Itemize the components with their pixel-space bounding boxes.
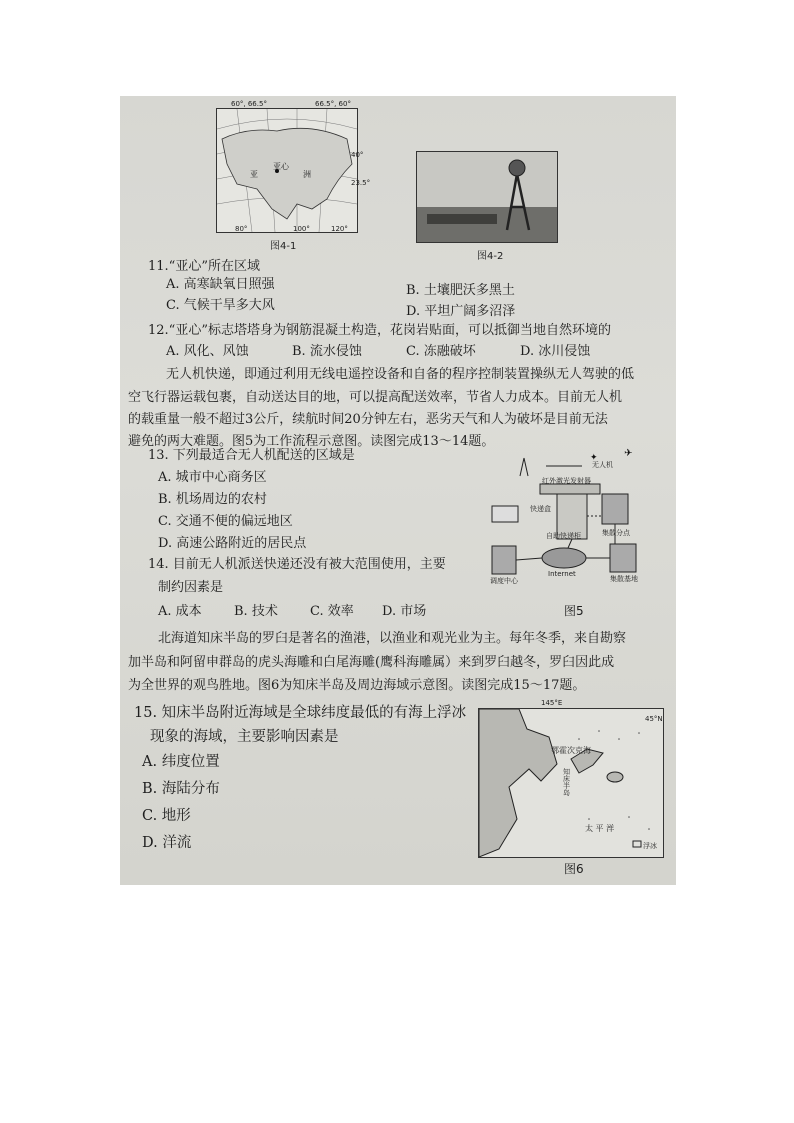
drone-intro-line-1: 无人机快递，即通过利用无线电遥控设备和自备的程序控制装置操纵无人驾驶的低: [166, 367, 635, 382]
fig6-label-peninsula: 知床半岛: [563, 768, 570, 797]
fig6-label-legend: 浮冰: [643, 842, 657, 850]
fig4-1-label-tl: 60°, 66.5°: [231, 100, 267, 108]
q14-option-a[interactable]: A. 成本: [158, 604, 202, 619]
q15-option-c[interactable]: C. 地形: [142, 808, 191, 824]
fig4-1-label-zhou: 洲: [303, 170, 311, 179]
fig4-1-caption: 图4-1: [270, 241, 297, 252]
fig6-label-pacific: 太 平 洋: [585, 824, 615, 833]
q11-option-c[interactable]: C. 气候干旱多大风: [166, 298, 275, 313]
shiretoko-intro-line-2: 加半岛和阿留申群岛的虎头海雕和白尾海雕(鹰科海雕属）来到罗臼越冬，罗臼因此成: [128, 655, 615, 670]
fig6-map: [478, 699, 664, 858]
fig5-label-point: 集散分点: [602, 529, 630, 537]
q12-option-a[interactable]: A. 风化、风蚀: [166, 344, 249, 359]
q11-option-d[interactable]: D. 平坦广阔多沼泽: [406, 304, 516, 319]
q14-option-c[interactable]: C. 效率: [310, 604, 354, 619]
q15-option-d[interactable]: D. 洋流: [142, 835, 192, 851]
fig5-label-base: 集散基地: [610, 575, 638, 583]
fig4-2-photo: [416, 151, 558, 243]
fig5-label-box: 快递盒: [530, 505, 551, 513]
q13-option-c[interactable]: C. 交通不便的偏远地区: [158, 514, 293, 529]
fig4-1-label-yaxin: 亚心: [273, 162, 289, 171]
q12-stem: 12.“亚心”标志塔塔身为钢筋混凝土构造，花岗岩贴面，可以抵御当地自然环境的: [148, 323, 611, 338]
drone-intro-line-2: 空飞行器运载包裹，自动送达目的地，可以提高配送效率，节省人力成本。目前无人机: [128, 390, 623, 405]
q12-option-c[interactable]: C. 冻融破坏: [406, 344, 476, 359]
fig6-label-lat: 45°N: [645, 715, 663, 723]
q11-stem: 11.“亚心”所在区域: [148, 259, 260, 274]
svg-text:✦: ✦: [590, 453, 598, 463]
q15-stem-line-1: 15. 知床半岛附近海域是全球纬度最低的有海上浮冰: [134, 705, 467, 721]
drone-intro-line-3: 的载重量一般不超过3公斤，续航时间20分钟左右，恶劣天气和人为破坏是目前无法: [128, 412, 608, 427]
q14-option-b[interactable]: B. 技术: [234, 604, 278, 619]
fig4-1-label-ya: 亚: [250, 170, 258, 179]
fig6-shiretoko-graphic: [479, 709, 663, 857]
fig4-1-label-lat235: 23.5°: [351, 179, 371, 187]
fig5-label-laser: 红外激光发射器: [542, 477, 591, 485]
fig4-1-label-lat40: 40°: [351, 151, 364, 159]
fig5-caption: 图5: [564, 604, 584, 618]
q15-stem-line-2: 现象的海域，主要影响因素是: [150, 729, 339, 745]
shiretoko-intro-line-3: 为全世界的观鸟胜地。图6为知床半岛及周边海域示意图。读图完成15～17题。: [128, 678, 586, 693]
q13-option-a[interactable]: A. 城市中心商务区: [158, 470, 267, 485]
fig5-label-drone: 无人机: [592, 461, 613, 469]
q13-option-d[interactable]: D. 高速公路附近的居民点: [158, 536, 307, 551]
fig5-label-center: 调度中心: [490, 577, 518, 585]
yaxin-tower-graphic: [417, 152, 557, 242]
fig4-1-label-lon80: 80°: [235, 225, 248, 233]
q12-option-d[interactable]: D. 冰川侵蚀: [520, 344, 591, 359]
q14-option-d[interactable]: D. 市场: [382, 604, 427, 619]
q11-option-a[interactable]: A. 高寒缺氧日照强: [166, 277, 275, 292]
exam-page-photo: [120, 96, 676, 885]
fig6-caption: 图6: [564, 862, 584, 876]
fig5-label-cabinet: 自助快递柜: [546, 532, 581, 540]
fig4-1-map: [216, 100, 371, 233]
fig4-2-caption: 图4-2: [477, 251, 504, 262]
fig5-diagram: [482, 446, 660, 596]
fig6-label-lon: 145°E: [541, 699, 563, 707]
q14-stem-line-1: 14. 目前无人机派送快递还没有被大范围使用，主要: [148, 557, 446, 572]
drone-intro-line-4: 避免的两大难题。图5为工作流程示意图。读图完成13～14题。: [128, 434, 495, 449]
fig6-label-okhotsk: 鄂霍次克海: [551, 746, 591, 755]
svg-text:✈: ✈: [624, 448, 633, 459]
fig5-label-internet: Internet: [548, 570, 576, 578]
fig4-1-label-lon100: 100°: [293, 225, 310, 233]
q11-option-b[interactable]: B. 土壤肥沃多黑土: [406, 283, 515, 298]
q12-option-b[interactable]: B. 流水侵蚀: [292, 344, 362, 359]
q15-option-a[interactable]: A. 纬度位置: [142, 754, 220, 770]
q15-option-b[interactable]: B. 海陆分布: [142, 781, 220, 797]
fig4-1-label-lon120: 120°: [331, 225, 348, 233]
q14-stem-line-2: 制约因素是: [158, 580, 224, 595]
shiretoko-intro-line-1: 北海道知床半岛的罗臼是著名的渔港，以渔业和观光业为主。每年冬季，来自勘察: [158, 631, 627, 646]
q13-option-b[interactable]: B. 机场周边的农村: [158, 492, 267, 507]
q13-stem: 13. 下列最适合无人机配送的区域是: [148, 448, 355, 463]
fig4-1-label-tr: 66.5°, 60°: [315, 100, 351, 108]
